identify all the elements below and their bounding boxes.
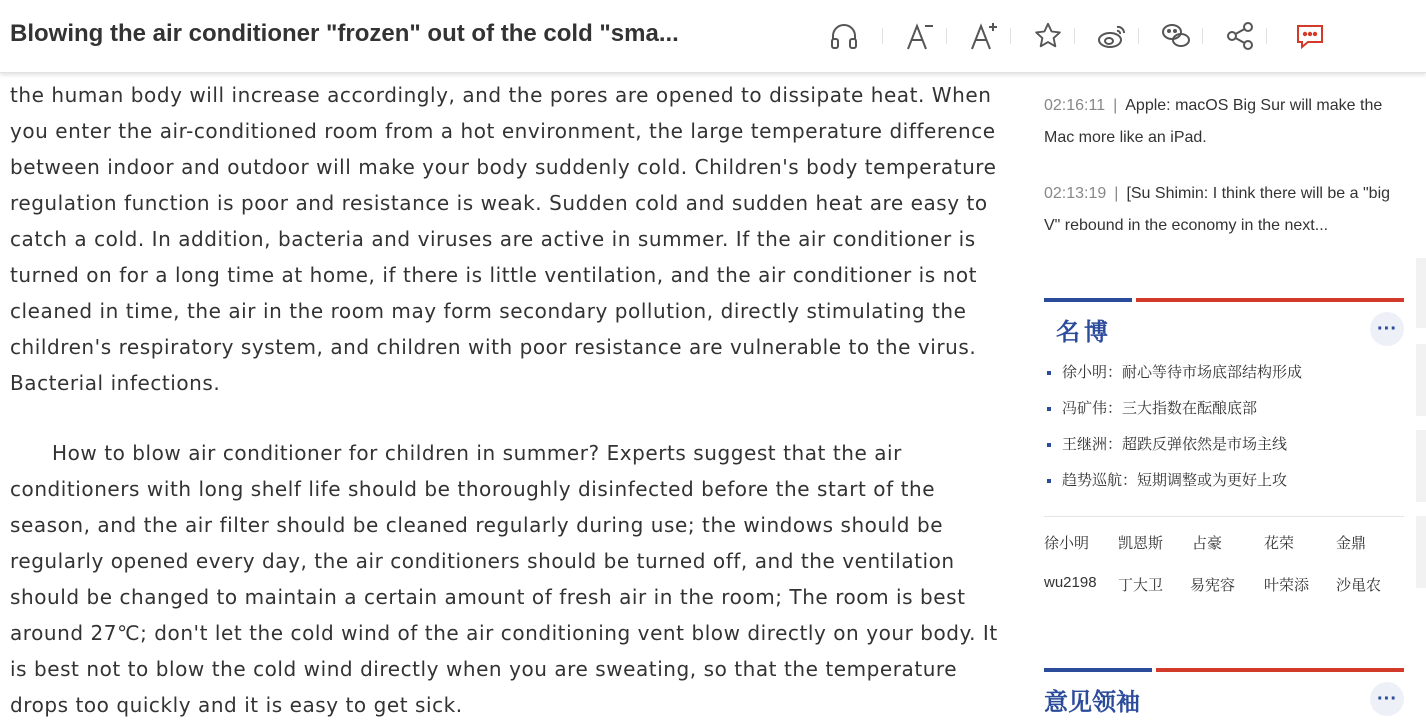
- news-time: 02:13:19: [1044, 185, 1107, 202]
- listen-button[interactable]: [820, 16, 868, 56]
- blogger-link[interactable]: wu2198: [1044, 574, 1097, 591]
- favorite-button[interactable]: [1024, 16, 1072, 56]
- article-paragraph: How to blow air conditioner for children in summer? Experts suggest that the air conditioners with long shelf life should be thoroughly disinfected before the start of the season, and the air filter should be cleaned regularly during use; the windows should be regularly opened every day, the air conditioners should be turned off, and the ventilation should be changed to maintain a certain amount of fresh air in the room; The room is best around 27℃; don't let the cold wind of the air conditioning vent blow directly on your body. It is best not to blow the cold wind directly when you are sweating, so that the temperature drops too quickly and it is easy to get sick.: [10, 441, 998, 717]
- section-title-opinion-leaders: 意见领袖: [1044, 689, 1140, 716]
- blog-list: [1044, 355, 1406, 499]
- comment-icon: [1294, 20, 1326, 52]
- news-item[interactable]: 02:13:19 | [Su Shimin: I think there will be a "big V" rebound in the economy in the next...: [1044, 185, 1391, 234]
- list-item[interactable]: 趋势巡航：短期调整或为更好上攻: [1044, 463, 1406, 499]
- article-header-bar: [0, 0, 1426, 73]
- edge-tab[interactable]: [1416, 344, 1426, 416]
- blogger-link[interactable]: 徐小明: [1044, 535, 1090, 552]
- news-time: 02:16:11: [1044, 97, 1106, 114]
- edge-tab[interactable]: [1416, 258, 1426, 328]
- divider: [1044, 516, 1404, 517]
- blogger-link[interactable]: 易宪容: [1190, 577, 1236, 594]
- blogger-link[interactable]: 花荣: [1264, 535, 1295, 552]
- list-item[interactable]: 冯矿伟：三大指数在酝酿底部: [1044, 391, 1406, 427]
- edge-tab[interactable]: [1416, 516, 1426, 588]
- list-item[interactable]: 王继洲：超跌反弹依然是市场主线: [1044, 427, 1406, 463]
- blogger-link[interactable]: 沙黾农: [1336, 577, 1382, 594]
- blogger-link[interactable]: 丁大卫: [1118, 577, 1164, 594]
- blogger-link[interactable]: 凯恩斯: [1118, 535, 1164, 552]
- edge-tab[interactable]: [1416, 430, 1426, 502]
- news-headline[interactable]: [Su Shimin: I think there will be a "big V" rebound in the economy in the next...: [1044, 185, 1391, 234]
- more-button[interactable]: ···: [1370, 312, 1404, 346]
- blogger-link[interactable]: 叶荣添: [1264, 577, 1310, 594]
- share-button[interactable]: [1216, 16, 1264, 56]
- font-decrease-button[interactable]: [896, 16, 944, 56]
- font-decrease-icon: [904, 20, 936, 52]
- article-paragraph: the human body will increase accordingly, and the pores are opened to dissipate heat. When you enter the air-conditioned room from a hot environment, the large temperature difference between indoor and outdoor will make your body suddenly cold. Children's body temperature regulation function is poor and resistance is weak. Sudden cold and sudden heat are easy to catch a cold. In addition, bacteria and viruses are active in summer. If the air conditioner is turned on for a long time at home, if there is little ventilation, and the air conditioner is not cleaned in time, the air in the room may form secondary pollution, directly stimulating the children's respiratory system, and children with poor resistance are vulnerable to the virus. Bacterial infections.: [10, 83, 997, 395]
- font-increase-icon: [968, 20, 1000, 52]
- share-weibo-button[interactable]: [1088, 16, 1136, 56]
- comment-button[interactable]: [1286, 16, 1334, 56]
- list-item[interactable]: 徐小明：耐心等待市场底部结构形成: [1044, 355, 1406, 391]
- news-item[interactable]: 02:16:11 | Apple: macOS Big Sur will make the Mac more like an iPad.: [1044, 97, 1383, 146]
- weibo-icon: [1096, 20, 1128, 52]
- section-divider-line: [1044, 298, 1404, 302]
- section-title-mingbo: 名博: [1056, 319, 1112, 346]
- article-body: [10, 77, 1010, 723]
- headphones-icon: [828, 20, 860, 52]
- share-wechat-button[interactable]: [1152, 16, 1200, 56]
- share-icon: [1224, 20, 1256, 52]
- star-icon: [1033, 21, 1063, 51]
- article-title: Blowing the air conditioner "frozen" out of the cold "sma...: [10, 20, 679, 47]
- blogger-link[interactable]: 占豪: [1192, 535, 1223, 552]
- blogger-link[interactable]: 金鼎: [1336, 535, 1367, 552]
- section-divider-line: [1044, 668, 1404, 672]
- news-headline[interactable]: Apple: macOS Big Sur will make the Mac more like an iPad.: [1044, 97, 1383, 146]
- more-button[interactable]: ···: [1370, 682, 1404, 716]
- font-increase-button[interactable]: [960, 16, 1008, 56]
- wechat-icon: [1160, 20, 1192, 52]
